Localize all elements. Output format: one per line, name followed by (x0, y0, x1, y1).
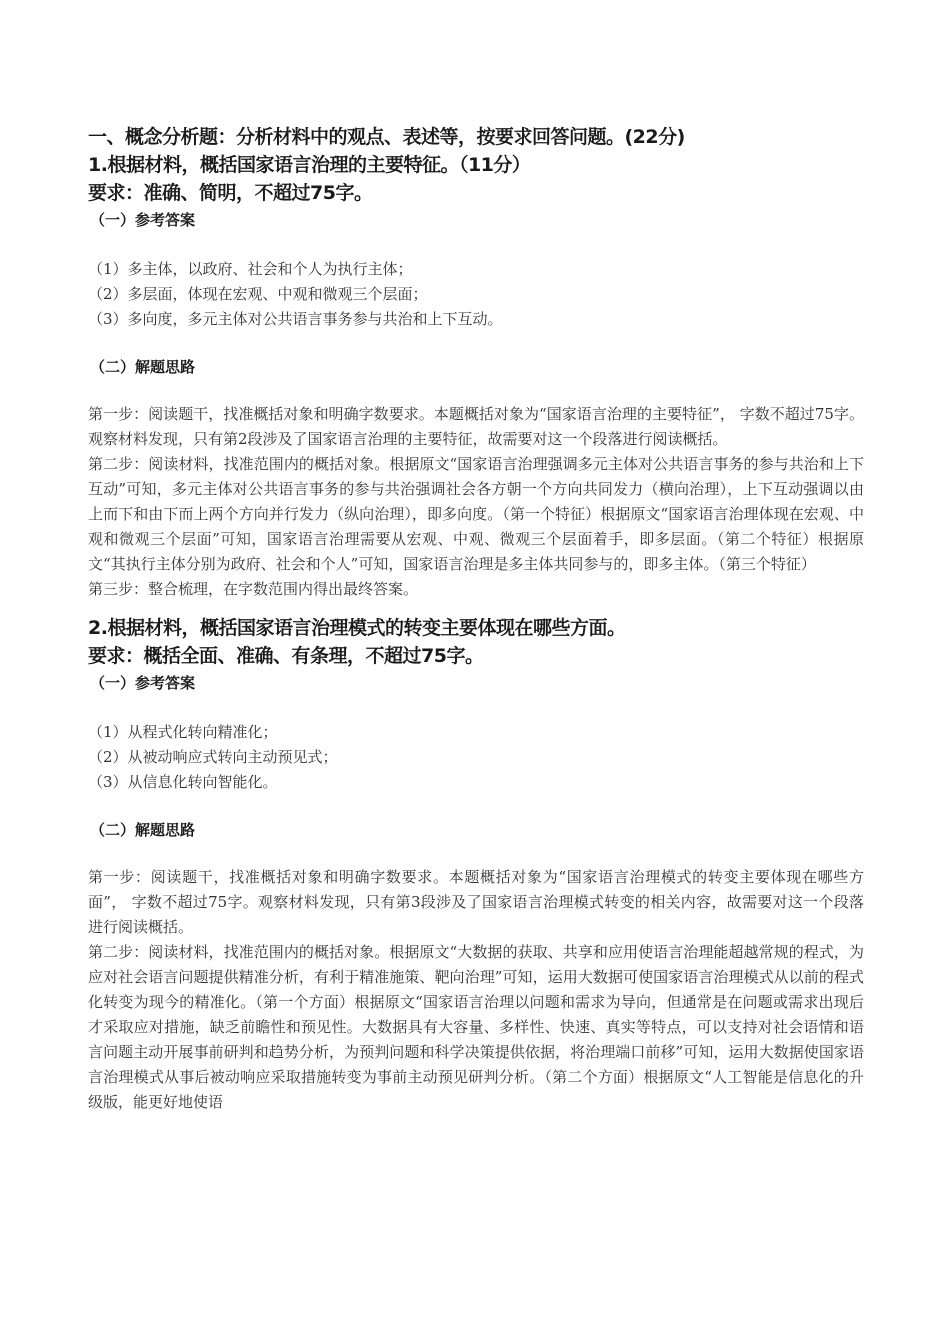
question-2-approach-body (88, 865, 864, 1115)
question-2-answer-list (88, 720, 864, 795)
question-1-answer-label: （一）参考答案 (90, 211, 196, 229)
approach-step-paragraph: 第二步：阅读材料，找准范围内的概括对象。根据原文“国家语言治理强调多元主体对公共语言事务的参与共治和上下互动”可知，多元主体对公共语言事务的参与共治强调社会各方朝一个方向共同发力（横向治理），上下互动强调以由上而下和由下而上两个方向并行发力（纵向治理），即多向度。（第一个特征）根据原文“国家语言治理体现在宏观、中观和微观三个层面”可知，国家语言治理需要从宏观、中观、微观三个层面着手，即多层面。（第二个特征）根据原文“其执行主体分别为政府、社会和个人”可知，国家语言治理是多主体共同参与的，即多主体。（第三个特征） (88, 455, 864, 573)
approach-step-paragraph: 第三步：整合梳理，在字数范围内得出最终答案。 (88, 580, 419, 598)
question-2-answer-label: （一）参考答案 (90, 674, 196, 692)
question-1-answer-list (88, 257, 864, 332)
question-1-title: 1.根据材料，概括国家语言治理的主要特征。（11分） (88, 154, 531, 176)
question-2-requirement: 要求：概括全面、准确、有条理，不超过75字。 (88, 645, 484, 667)
answer-item: （3）从信息化转向智能化。 (88, 773, 278, 791)
question-1-requirement: 要求：准确、简明，不超过75字。 (88, 182, 373, 204)
question-2-title: 2.根据材料，概括国家语言治理模式的转变主要体现在哪些方面。 (88, 617, 626, 639)
question-1-approach-body (88, 402, 864, 602)
answer-item: （3）多向度，多元主体对公共语言事务参与共治和上下互动。 (88, 310, 503, 328)
approach-step-paragraph: 第二步：阅读材料，找准范围内的概括对象。根据原文“大数据的获取、共享和应用使语言治理能超越常规的程式，为应对社会语言问题提供精准分析，有利于精准施策、靶向治理”可知，运用大数据可使国家语言治理模式从以前的程式化转变为现今的精准化。（第一个方面）根据原文“国家语言治理以问题和需求为导向，但通常是在问题或需求出现后才采取应对措施，缺乏前瞻性和预见性。大数据具有大容量、多样性、快速、真实等特点，可以支持对社会语情和语言问题主动开展事前研判和趋势分析，为预判问题和科学决策提供依据，将治理端口前移”可知，运用大数据使国家语言治理模式从事后被动响应采取措施转变为事前主动预见研判分析。（第二个方面）根据原文“人工智能是信息化的升级版，能更好地使语 (88, 943, 864, 1111)
answer-item: （1）从程式化转向精准化； (88, 723, 278, 741)
answer-item: （2）从被动响应式转向主动预见式； (88, 748, 338, 766)
question-1-approach-label: （二）解题思路 (90, 358, 196, 376)
question-2-approach-label: （二）解题思路 (90, 821, 196, 839)
answer-item: （2）多层面，体现在宏观、中观和微观三个层面； (88, 285, 428, 303)
approach-step-paragraph: 第一步：阅读题干，找准概括对象和明确字数要求。本题概括对象为“国家语言治理的主要特征”， 字数不超过75字。观察材料发现，只有第2段涉及了国家语言治理的主要特征，故需要对这一个段落进行阅读概括。 (88, 405, 864, 448)
section-title: 一、概念分析题：分析材料中的观点、表述等，按要求回答问题。(22分) (88, 126, 685, 148)
answer-item: （1）多主体，以政府、社会和个人为执行主体； (88, 260, 413, 278)
approach-step-paragraph: 第一步：阅读题干，找准概括对象和明确字数要求。本题概括对象为“国家语言治理模式的转变主要体现在哪些方面”， 字数不超过75字。观察材料发现，只有第3段涉及了国家语言治理模式转变的相关内容，故需要对这一个段落进行阅读概括。 (88, 868, 864, 936)
document-page (88, 123, 864, 1115)
